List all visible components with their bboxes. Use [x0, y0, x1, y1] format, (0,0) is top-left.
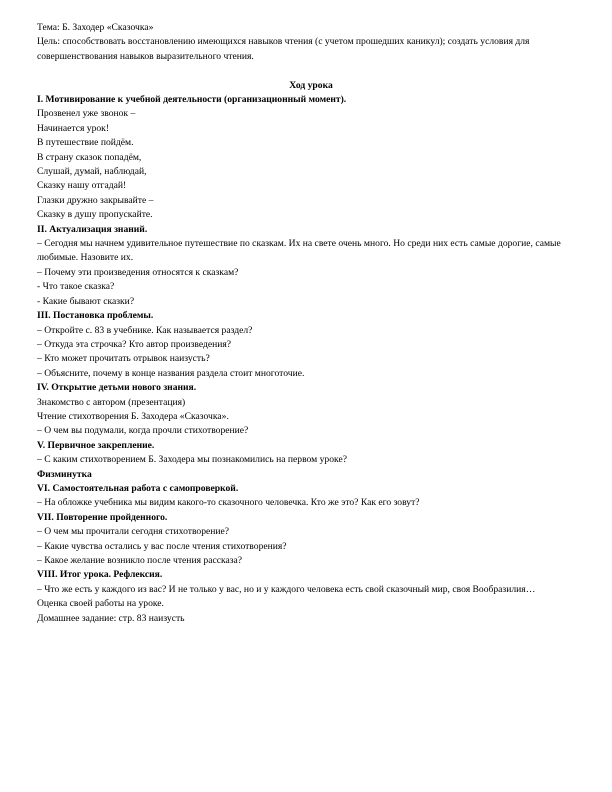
text-line: Знакомство с автором (презентация) — [37, 396, 186, 408]
poem-line: Слушай, думай, наблюдай, — [37, 166, 147, 178]
goal-paragraph: Цель: способствовать восстановлению имеющихся навыков чтения (с учетом прошедших каникул); создать условия для совершенствования навыков выразительного чтения. — [37, 36, 530, 62]
section-title-2: II. Актуализация знаний. — [37, 223, 148, 235]
poem-line: Начинается урок! — [37, 122, 110, 134]
text-line: – О чем вы подумали, когда прочли стихотворение? — [37, 425, 249, 437]
text-line: - Что такое сказка? — [37, 281, 115, 293]
poem-line: Сказку в душу пропускайте. — [37, 209, 153, 221]
text-line: Чтение стихотворения Б. Заходера «Сказочка». — [37, 410, 229, 422]
text-line: – Какие чувства остались у вас после чтения стихотворения? — [37, 540, 287, 552]
text-line: Оценка своей работы на уроке. — [37, 598, 164, 610]
poem-line: Глазки дружно закрывайте – — [37, 194, 154, 206]
text-line: – Объясните, почему в конце названия раздела стоит многоточие. — [37, 367, 305, 379]
pause-title: Физминутка — [37, 468, 92, 480]
lesson-heading: Ход урока — [289, 79, 333, 91]
text-line: – На обложке учебника мы видим какого-то сказочного человечка. Кто же это? Как его зовут? — [37, 497, 420, 509]
text-line: – Откуда эта строчка? Кто автор произведения? — [37, 338, 232, 350]
text-line: – С каким стихотворением Б. Заходера мы познакомились на первом уроке? — [37, 454, 347, 466]
topic-line: Тема: Б. Заходер «Сказочка» — [37, 22, 154, 33]
poem-line: Сказку нашу отгадай! — [37, 180, 127, 192]
section-title-4: IV. Открытие детьми нового знания. — [37, 382, 197, 394]
spacer — [37, 64, 585, 78]
poem-line: В страну сказок попадём, — [37, 151, 142, 163]
poem-line: Прозвенел уже звонок – — [37, 108, 136, 120]
section-title-1: I. Мотивирование к учебной деятельности (организационный момент). — [37, 94, 347, 106]
text-line: – Кто может прочитать отрывок наизусть? — [37, 353, 210, 365]
text-line: – Сегодня мы начнем удивительное путешествие по сказкам. Их на свете очень много. Но среди них есть самые дорогие, самые любимые. Назовите их. — [37, 238, 561, 264]
section-title-7: VII. Повторение пройденного. — [37, 511, 168, 523]
text-line: - Какие бывают сказки? — [37, 295, 135, 307]
section-title-8: VIII. Итог урока. Рефлексия. — [37, 569, 163, 581]
text-line: – Откройте с. 83 в учебнике. Как называется раздел? — [37, 324, 253, 336]
document-body — [37, 21, 585, 626]
poem-line: В путешествие пойдём. — [37, 137, 134, 149]
section-title-3: III. Постановка проблемы. — [37, 310, 154, 322]
text-line: – О чем мы прочитали сегодня стихотворение? — [37, 526, 230, 538]
text-line: – Почему эти произведения относятся к сказкам? — [37, 266, 239, 278]
section-title-6: VI. Самостоятельная работа с самопроверкой. — [37, 482, 239, 494]
text-line: – Что же есть у каждого из вас? И не только у вас, но и у каждого человека есть свой сказочный мир, своя Вообразилия… — [37, 583, 536, 595]
homework-line: Домашнее задание: стр. 83 наизусть — [37, 612, 185, 624]
text-line: – Какое желание возникло после чтения рассказа? — [37, 555, 243, 567]
section-title-5: V. Первичное закрепление. — [37, 439, 155, 451]
